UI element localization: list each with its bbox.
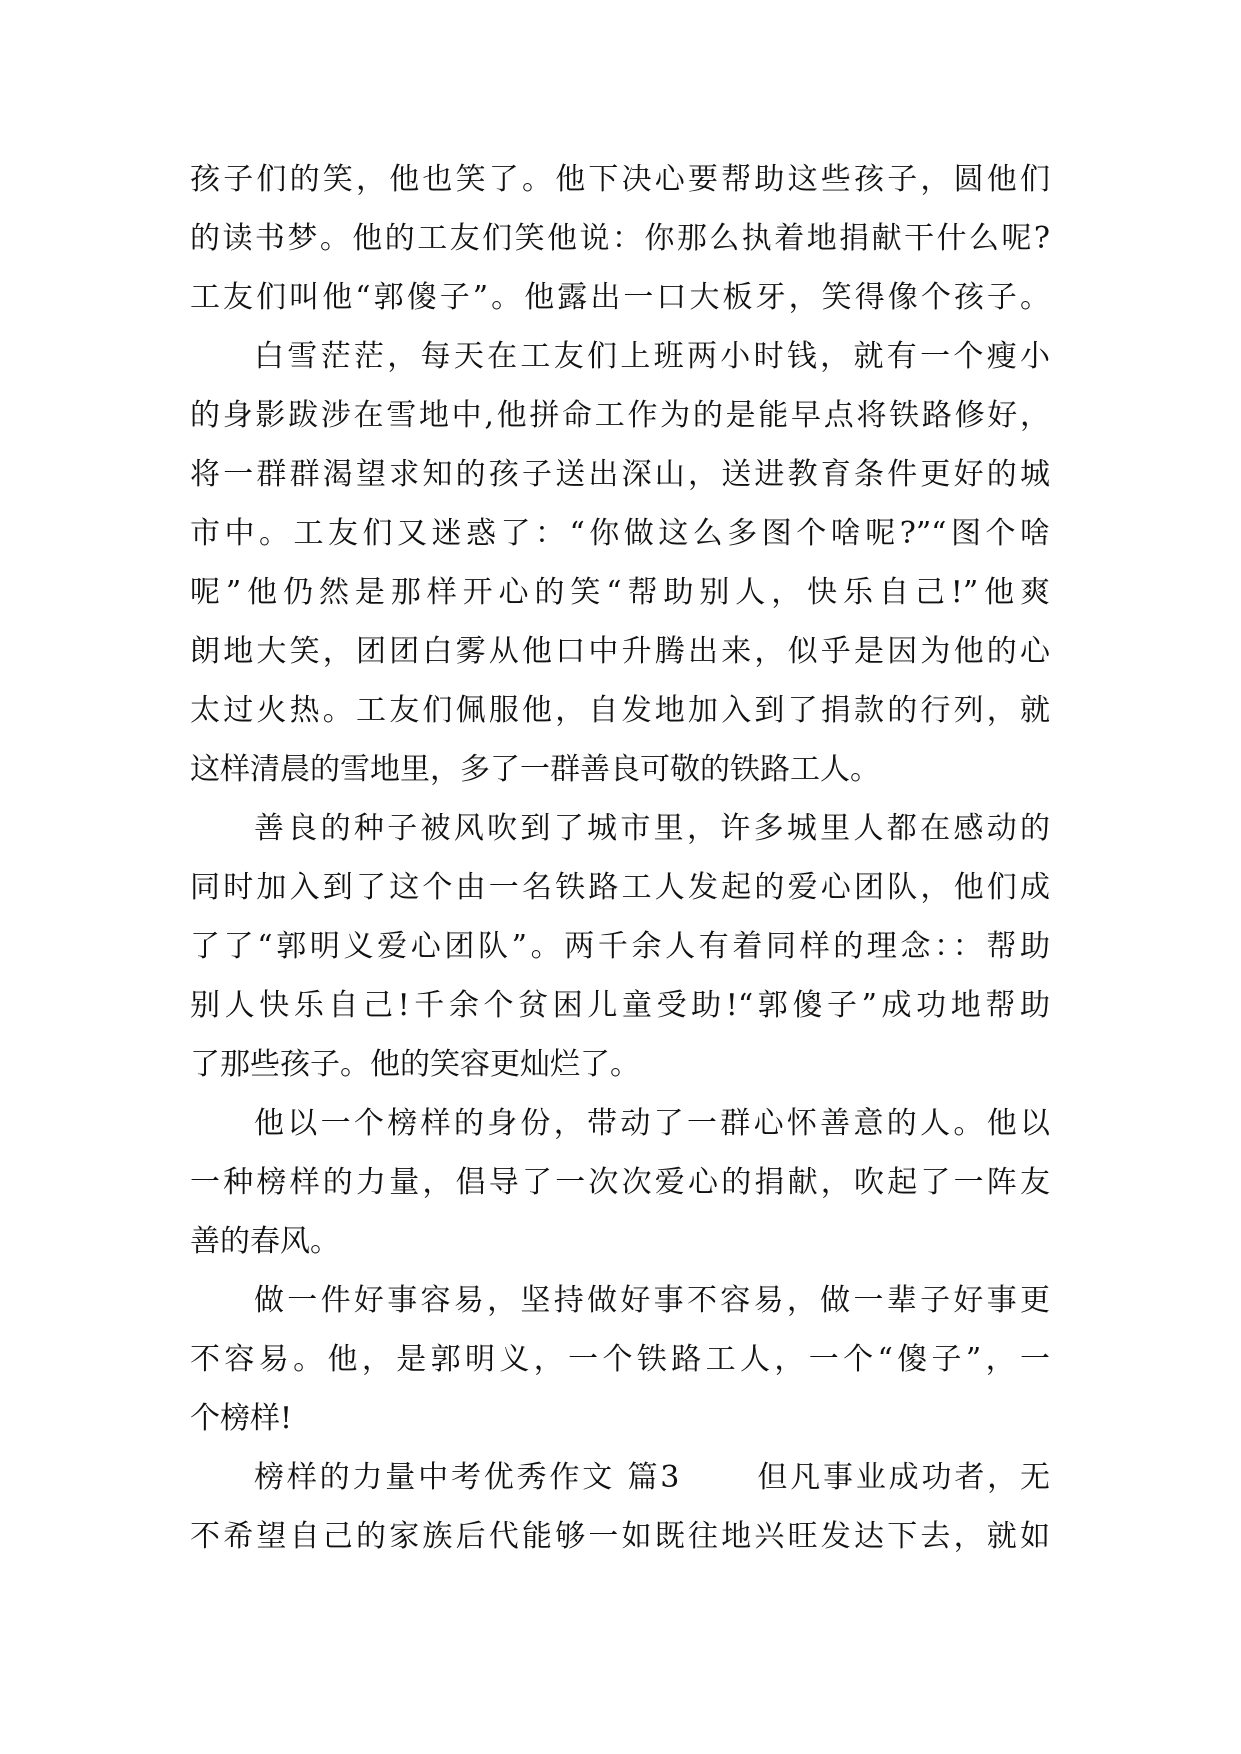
text-line: 孩子们的笑，他也笑了。他下决心要帮助这些孩子，圆他们 [190, 162, 1050, 197]
text-line: 了了“郭明义爱心团队”。两千余人有着同样的理念：：帮助 [190, 929, 1050, 964]
text-line: 呢”他仍然是那样开心的笑“帮助别人，快乐自己!”他爽 [190, 575, 1050, 610]
text-line: 一种榜样的力量，倡导了一次次爱心的捐献，吹起了一阵友 [190, 1165, 1050, 1200]
text-line: 别人快乐自己!千余个贫困儿童受助!“郭傻子”成功地帮助 [190, 988, 1050, 1023]
text-line: 将一群群渴望求知的孩子送出深山，送进教育条件更好的城 [190, 457, 1050, 492]
text-line: 了那些孩子。他的笑容更灿烂了。 [190, 1047, 640, 1082]
text-line: 的身影跋涉在雪地中,他拼命工作为的是能早点将铁路修好， [190, 398, 1050, 433]
text-line: 的读书梦。他的工友们笑他说：你那么执着地捐献干什么呢? [190, 221, 1050, 256]
text-line: 善良的种子被风吹到了城市里，许多城里人都在感动的 [254, 811, 1050, 846]
text-line: 榜样的力量中考优秀作文 篇3 但凡事业成功者，无 [254, 1460, 1050, 1495]
text-line: 善的春风。 [190, 1224, 340, 1259]
text-line: 白雪茫茫，每天在工友们上班两小时钱，就有一个瘦小 [254, 339, 1050, 374]
text-line: 太过火热。工友们佩服他，自发地加入到了捐款的行列，就 [190, 693, 1050, 728]
document-body [190, 150, 1050, 1566]
text-line: 不希望自己的家族后代能够一如既往地兴旺发达下去，就如 [190, 1519, 1050, 1554]
text-line: 个榜样! [190, 1401, 293, 1436]
text-line: 他以一个榜样的身份，带动了一群心怀善意的人。他以 [254, 1106, 1050, 1141]
text-line: 不容易。他，是郭明义，一个铁路工人，一个“傻子”，一 [190, 1342, 1050, 1377]
text-line: 做一件好事容易，坚持做好事不容易，做一辈子好事更 [254, 1283, 1050, 1318]
text-line: 同时加入到了这个由一名铁路工人发起的爱心团队，他们成 [190, 870, 1050, 905]
text-line: 这样清晨的雪地里，多了一群善良可敬的铁路工人。 [190, 752, 880, 787]
text-line: 朗地大笑，团团白雾从他口中升腾出来，似乎是因为他的心 [190, 634, 1050, 669]
text-line: 工友们叫他“郭傻子”。他露出一口大板牙，笑得像个孩子。 [190, 280, 1050, 315]
text-line: 市中。工友们又迷惑了：“你做这么多图个啥呢?”“图个啥 [190, 516, 1050, 551]
